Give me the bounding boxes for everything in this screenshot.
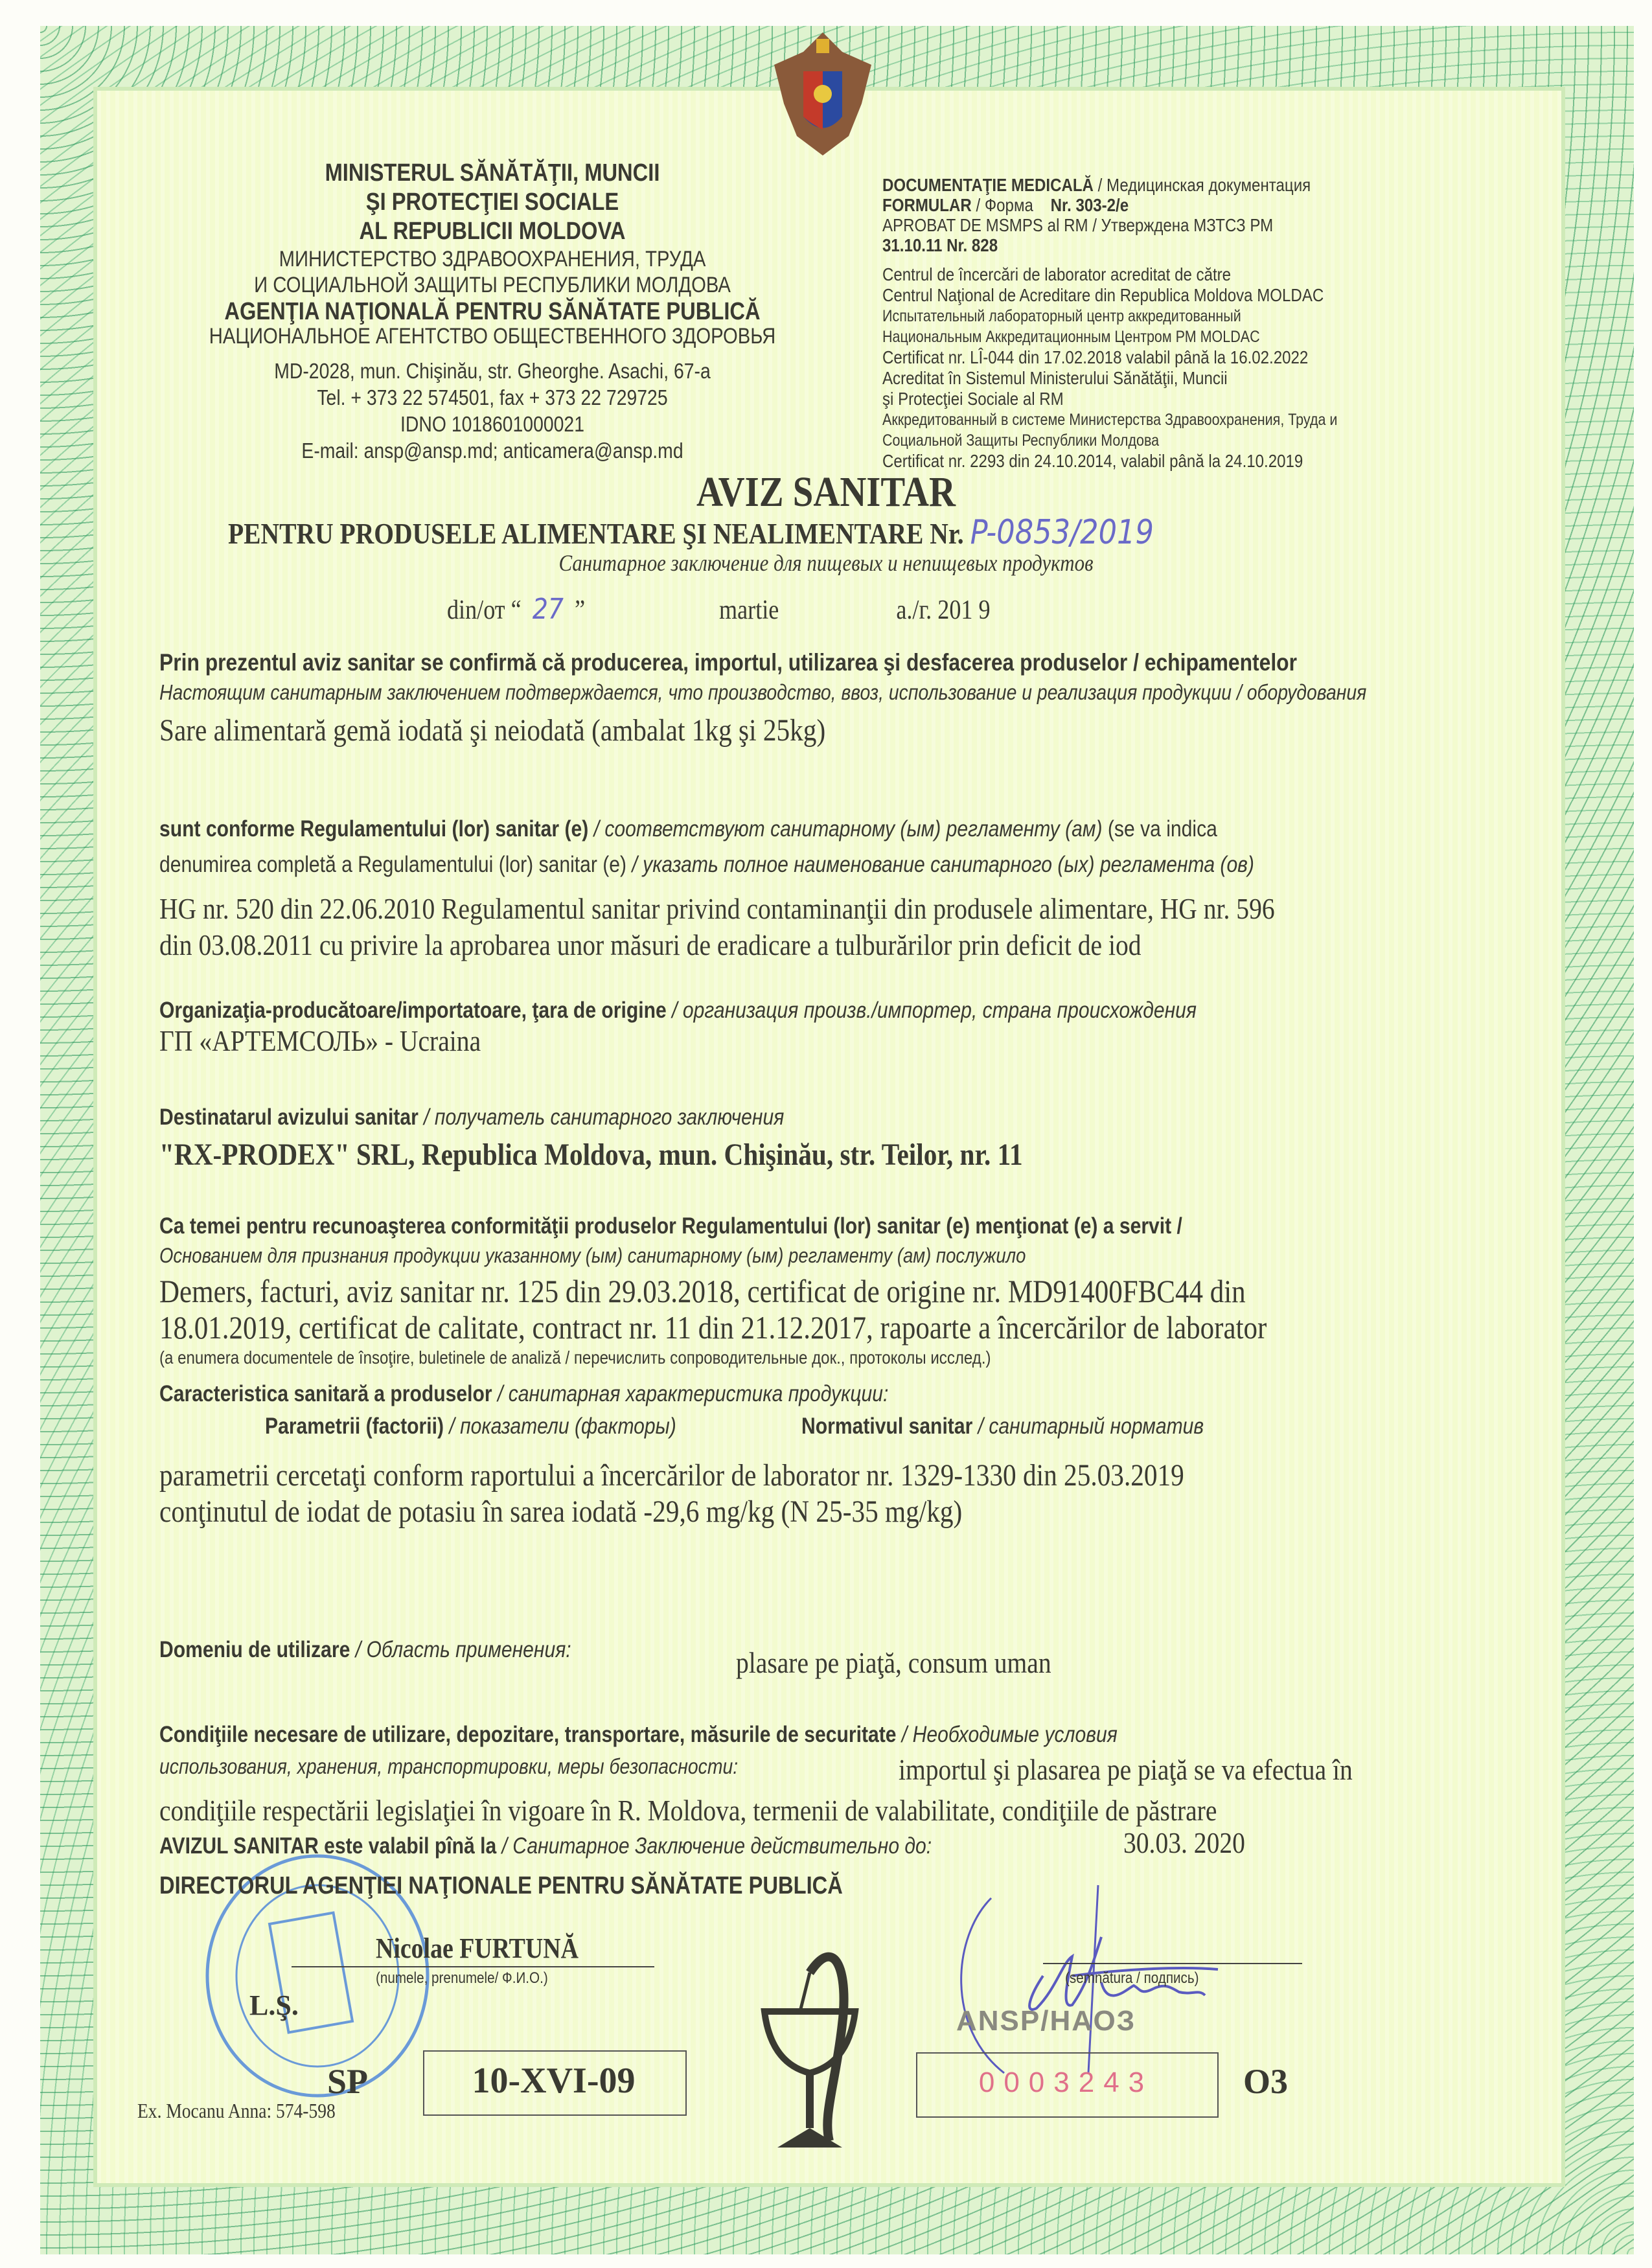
norm-header bbox=[801, 1414, 1204, 1439]
domain-label bbox=[159, 1637, 571, 1663]
accreditation-line: Аккредитованный в системе Министерства Здравоохранения, Труда и bbox=[882, 411, 1338, 429]
executor-info: Ex. Mocanu Anna: 574-598 bbox=[137, 2099, 336, 2122]
ministry-line: MINISTERUL SĂNĂTĂŢII, MUNCII bbox=[325, 159, 660, 187]
label-ro: Domeniu de utilizare bbox=[159, 1637, 350, 1662]
document-subtitle-ru: Санитарное заключение для пищевых и непищевых продуктов bbox=[558, 550, 1094, 576]
label-ro: denumirea completă a Regulamentului (lor) sanitar (e) bbox=[159, 852, 627, 877]
accreditation-line: Национальным Аккредитационным Центром РМ MOLDAC bbox=[882, 328, 1260, 346]
org-label bbox=[159, 998, 1197, 1024]
label-ro: Caracteristica sanitară a produselor bbox=[159, 1381, 492, 1406]
director-title: DIRECTORUL AGENŢIEI NAŢIONALE PENTRU SĂNĂTATE PUBLICĂ bbox=[159, 1872, 843, 1899]
ministry-name-ru bbox=[214, 246, 771, 298]
basis-note: (a enumera documentele de însoţire, buletinele de analiză / перечислить сопроводительные док., протоколы исслед.) bbox=[159, 1347, 991, 1368]
agency-name-ru: НАЦИОНАЛЬНОЕ АГЕНТСТВО ОБЩЕСТВЕННОГО ЗДОРОВЬЯ bbox=[209, 324, 776, 349]
form-number: Nr. 303-2/e bbox=[1050, 195, 1129, 215]
ministry-line: ŞI PROTECŢIEI SOCIALE bbox=[365, 189, 619, 216]
conform-label-2 bbox=[159, 852, 1254, 878]
validity-date: 30.03. 2020 bbox=[1123, 1826, 1245, 1859]
parameters-header bbox=[265, 1414, 676, 1439]
label-ro: Organizaţia-producătoare/importatoare, ţara de origine bbox=[159, 998, 667, 1023]
confirm-label-ru: Настоящим санитарным заключением подтверждается, что производство, ввоз, использование и реализация продукции / оборудования bbox=[159, 680, 1367, 704]
accreditation-line: Испытательный лабораторный центр аккредитованный bbox=[882, 307, 1241, 325]
name-line bbox=[292, 1966, 654, 1967]
org-value: ГП «АРТЕМСОЛЬ» - Ucraina bbox=[159, 1024, 481, 1057]
label-ru: / санитарный норматив bbox=[978, 1414, 1204, 1439]
ministry-name-ro bbox=[270, 159, 715, 246]
accreditation-line: şi Protecţiei Sociale al RM bbox=[882, 389, 1064, 409]
label-ro: Condiţiile necesare de utilizare, depozitare, transportare, măsurile de securitate bbox=[159, 1722, 897, 1747]
accreditation-info bbox=[882, 264, 1337, 472]
serial-number: 0003243 bbox=[978, 2067, 1154, 2098]
label-ro: AVIZUL SANITAR este valabil pînă la bbox=[159, 1833, 497, 1859]
director-name: Nicolae FURTUNĂ bbox=[376, 1932, 579, 1964]
characteristic-line: conţinutul de iodat de potasiu în sarea iodată -29,6 mg/kg (N 25-35 mg/kg) bbox=[159, 1495, 963, 1529]
series-number: 10-XVI-09 bbox=[472, 2061, 636, 2101]
subtitle-text: PENTRU PRODUSELE ALIMENTARE ŞI NEALIMENTARE Nr. bbox=[228, 517, 964, 550]
conditions-label bbox=[159, 1722, 1118, 1748]
document-subtitle bbox=[228, 513, 1154, 552]
form-label-ru: / Форма bbox=[976, 195, 1033, 215]
handwritten-number: P-0853/2019 bbox=[970, 513, 1154, 552]
date-prefix: din/от “ bbox=[447, 595, 522, 625]
regulation-line: din 03.08.2011 cu privire la aprobarea unor măsuri de eradicare a tulburărilor prin deficit de iod bbox=[159, 928, 1141, 961]
accreditation-line: Certificat nr. 2293 din 24.10.2014, valabil până la 24.10.2019 bbox=[882, 451, 1303, 471]
label-ru: / санитарная характеристика продукции: bbox=[497, 1381, 889, 1406]
accreditation-line: Certificat nr. LÎ-044 din 17.02.2018 valabil până la 16.02.2022 bbox=[882, 347, 1309, 367]
label-tail: (se va indica bbox=[1107, 816, 1217, 842]
signature-caption: (semnătura / подпись) bbox=[1065, 1969, 1199, 1987]
date-year-prefix: a./г. bbox=[896, 595, 932, 625]
characteristic-label bbox=[159, 1381, 888, 1407]
approved-by: APROBAT DE MSMPS al RM / Утверждена МЗТСЗ РМ bbox=[882, 215, 1274, 235]
accreditation-line: Социальной Защиты Республики Молдова bbox=[882, 431, 1160, 450]
idno: IDNO 1018601000021 bbox=[400, 412, 585, 436]
basis-label-ru: Основанием для признания продукции указанному (ым) санитарному (ым) регламенту (ам) послужило bbox=[159, 1244, 1026, 1267]
confirm-label: Prin prezentul aviz sanitar se confirmă că producerea, importul, utilizarea şi desfacerea produselor / echipamentelor bbox=[159, 649, 1297, 676]
conditions-label-ru: использования, хранения, транспортировки, меры безопасности: bbox=[159, 1754, 739, 1778]
document-title: AVIZ SANITAR bbox=[696, 468, 956, 516]
accreditation-line: Centrul de încercări de laborator acreditat de către bbox=[882, 264, 1232, 284]
seal-place-label: L.Ş. bbox=[249, 1989, 299, 2021]
coat-of-arms-icon bbox=[758, 26, 888, 168]
signature-line bbox=[1043, 1963, 1302, 1964]
name-caption: (numele, prenumele/ Ф.И.О.) bbox=[376, 1969, 548, 1987]
date-day: 27 bbox=[532, 593, 564, 626]
basis-line: Demers, facturi, aviz sanitar nr. 125 din 29.03.2018, certificat de origine nr. MD91400FBC44 din bbox=[159, 1273, 1246, 1309]
phone: Tel. + 373 22 574501, fax + 373 22 729725 bbox=[317, 385, 668, 409]
label-ru: / Необходимые условия bbox=[901, 1722, 1118, 1747]
regulation-value bbox=[159, 891, 1275, 963]
conditions-value-2: condiţiile respectării legislaţiei în vigoare în R. Moldova, termenii de valabilitate, condiţiile de păstrare bbox=[159, 1794, 1217, 1827]
characteristic-line: parametrii cercetaţi conform raportului a încercărilor de laborator nr. 1329-1330 din 25.03.2019 bbox=[159, 1458, 1184, 1493]
recipient-label bbox=[159, 1105, 784, 1130]
doc-type-ru: / Медицинская документация bbox=[1097, 175, 1311, 195]
label-ru: / Область применения: bbox=[355, 1637, 571, 1662]
label-ro: Destinatarul avizului sanitar bbox=[159, 1105, 419, 1130]
approved-date: 31.10.11 Nr. 828 bbox=[882, 235, 998, 255]
basis-value bbox=[159, 1273, 1267, 1346]
characteristic-value bbox=[159, 1458, 1184, 1530]
ministry-line-ru: МИНИСТЕРСТВО ЗДРАВООХРАНЕНИЯ, ТРУДА bbox=[279, 247, 706, 271]
label-ru: / показатели (факторы) bbox=[449, 1414, 676, 1439]
domain-value: plasare pe piaţă, consum uman bbox=[736, 1646, 1051, 1679]
form-label: FORMULAR bbox=[882, 195, 972, 215]
agency-name-ro: AGENŢIA NAŢIONALĂ PENTRU SĂNĂTATE PUBLICĂ bbox=[224, 298, 761, 325]
conform-label bbox=[159, 816, 1217, 842]
regulation-line: HG nr. 520 din 22.06.2010 Regulamentul sanitar privind contaminanţii din produsele alimentare, HG nr. 596 bbox=[159, 892, 1275, 925]
conditions-value-1: importul şi plasarea pe piaţă se va efectua în bbox=[899, 1753, 1353, 1786]
label-ro: sunt conforme Regulamentului (lor) sanitar (e) bbox=[159, 816, 589, 842]
bowl-of-hygieia-icon bbox=[739, 1934, 881, 2154]
date-year: 201 9 bbox=[937, 595, 991, 625]
doc-type: DOCUMENTAŢIE MEDICALĂ bbox=[882, 175, 1094, 195]
series-prefix: SP bbox=[327, 2062, 369, 2101]
form-info bbox=[882, 175, 1311, 255]
label-ro: Normativul sanitar bbox=[801, 1414, 973, 1439]
accreditation-line: Acreditat în Sistemul Ministerului Sănătăţii, Muncii bbox=[882, 368, 1228, 388]
label-ro: Parametrii (factorii) bbox=[265, 1414, 444, 1439]
label-ru: / указать полное наименование санитарного (ых) регламента (ов) bbox=[632, 852, 1254, 877]
label-ru: / организация произв./импортер, страна происхождения bbox=[672, 998, 1197, 1023]
label-ru: / Санитарное Заключение действительно до: bbox=[501, 1833, 932, 1859]
issue-date bbox=[447, 593, 991, 626]
address: MD-2028, mun. Chişinău, str. Gheorghe. Asachi, 67-a bbox=[274, 359, 711, 383]
basis-line: 18.01.2019, certificat de calitate, contract nr. 11 din 21.12.2017, rapoarte a încercărilor de laborator bbox=[159, 1309, 1267, 1346]
product-name: Sare alimentară gemă iodată şi neiodată (ambalat 1kg şi 25kg) bbox=[159, 713, 826, 748]
agency-contacts bbox=[214, 358, 771, 464]
basis-label: Ca temei pentru recunoaşterea conformităţii produselor Regulamentului (lor) sanitar (e) menţionat (e) a servit / bbox=[159, 1213, 1182, 1239]
stamp-code: ANSP/НАОЗ bbox=[956, 2005, 1136, 2037]
label-ru: / соответствуют санитарному (ым) регламенту (ам) bbox=[593, 816, 1103, 842]
recipient-value: "RX-PRODEX" SRL, Republica Moldova, mun. Chişinău, str. Teilor, nr. 11 bbox=[159, 1138, 1023, 1172]
accreditation-line: Centrul Naţional de Acreditare din Republica Moldova MOLDAC bbox=[882, 285, 1324, 305]
email: E-mail: ansp@ansp.md; anticamera@ansp.md bbox=[301, 439, 683, 463]
label-ru: / получатель санитарного заключения bbox=[424, 1105, 785, 1130]
form-suffix: O3 bbox=[1243, 2062, 1289, 2101]
ministry-line: AL REPUBLICII MOLDOVA bbox=[359, 218, 626, 245]
ministry-line-ru: И СОЦИАЛЬНОЙ ЗАЩИТЫ РЕСПУБЛИКИ МОЛДОВА bbox=[254, 273, 731, 297]
date-month: martie bbox=[719, 595, 779, 625]
date-quote: ” bbox=[575, 595, 586, 625]
